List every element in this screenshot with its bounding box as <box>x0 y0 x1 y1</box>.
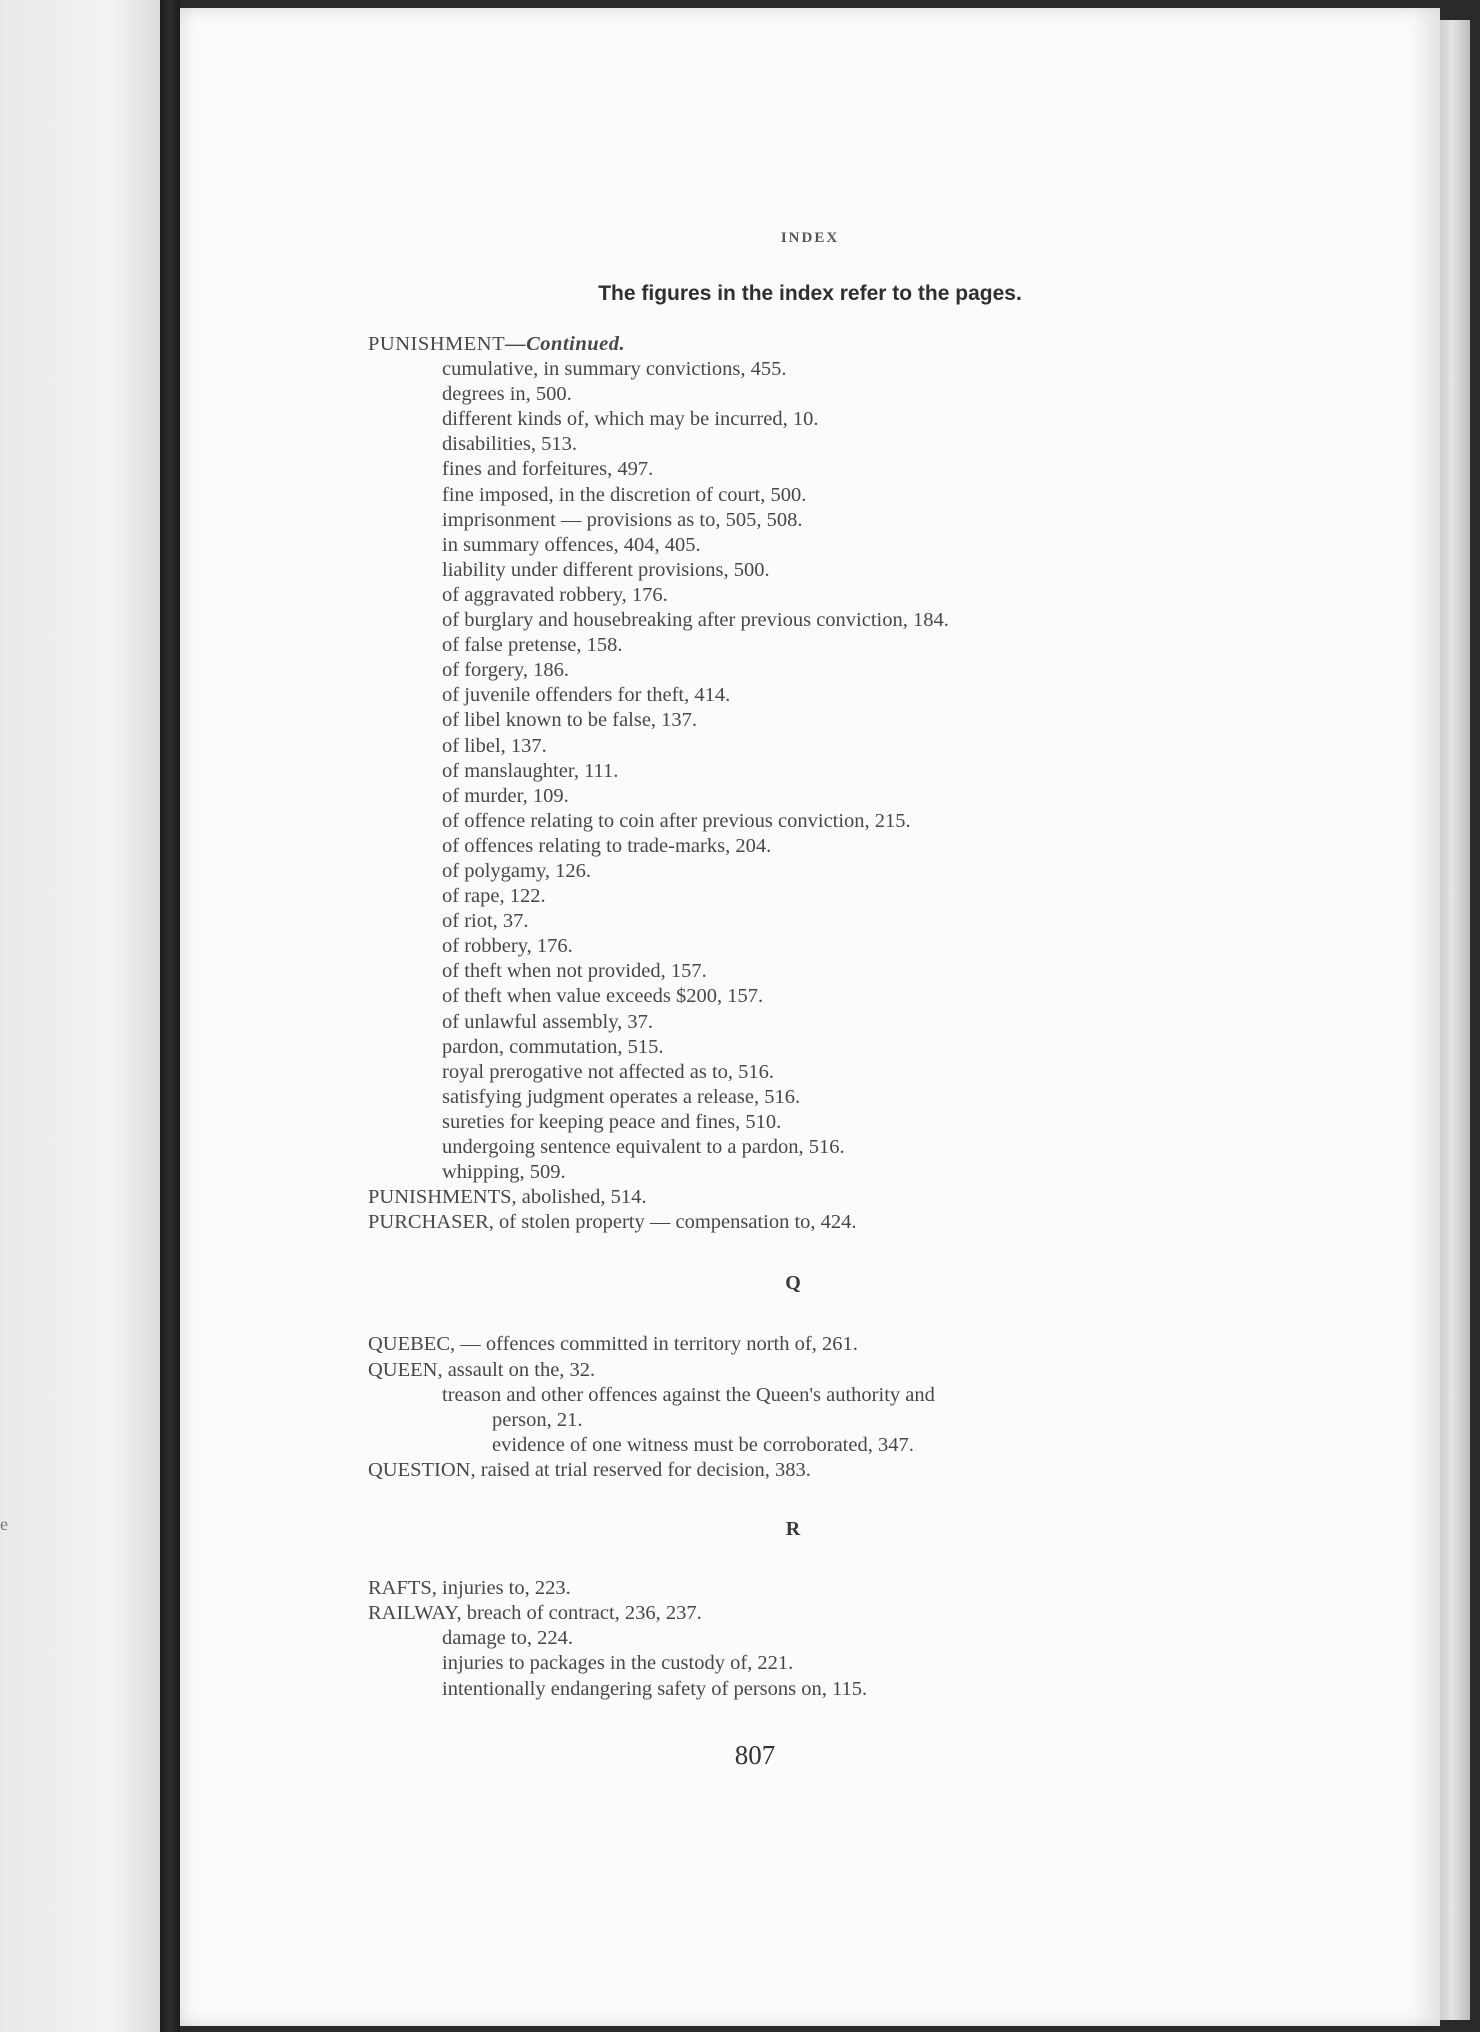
index-entry: of offences relating to trade-marks, 204. <box>442 834 772 857</box>
index-entry: different kinds of, which may be incurred, 10. <box>442 408 819 431</box>
index-entry: royal prerogative not affected as to, 516. <box>442 1060 775 1083</box>
page-number: 807 <box>734 1740 776 1770</box>
index-entry: of polygamy, 126. <box>442 859 591 882</box>
index-entry: of murder, 109. <box>442 784 569 807</box>
index-entry: undergoing sentence equivalent to a pardon, 516. <box>442 1136 845 1158</box>
index-entry: of offence relating to coin after previous conviction, 215. <box>442 809 911 832</box>
index-entry: of aggravated robbery, 176. <box>442 583 668 606</box>
index-entry: disabilities, 513. <box>442 433 577 456</box>
index-heading-queen: QUEEN, assault on the, 32. <box>368 1358 596 1381</box>
index-entry: of burglary and housebreaking after previous conviction, 184. <box>442 609 949 632</box>
index-entry-continuation: person, 21. <box>492 1408 583 1431</box>
index-subentry: evidence of one witness must be corroborated, 347. <box>492 1433 914 1456</box>
index-heading-rafts: RAFTS, injuries to, 223. <box>368 1577 571 1600</box>
index-entry: treason and other offences against the Queen's authority and <box>442 1383 935 1406</box>
index-entry: of rape, 122. <box>442 885 546 908</box>
page-number-wrap <box>180 1740 1440 1771</box>
section-gap <box>368 1296 1308 1332</box>
book-spine <box>160 0 180 2032</box>
index-heading-quebec: QUEBEC, — offences committed in territory north of, 261. <box>368 1333 858 1356</box>
section-gap <box>368 1542 1308 1576</box>
index-entry: of riot, 37. <box>442 910 529 933</box>
index-entry: degrees in, 500. <box>442 383 572 406</box>
index-entry: of robbery, 176. <box>442 935 573 958</box>
index-entry: imprisonment — provisions as to, 505, 508. <box>442 508 803 531</box>
index-entry: of manslaughter, 111. <box>442 759 619 782</box>
index-heading-punishment <box>368 332 1308 357</box>
section-letter-q: Q <box>785 1272 801 1295</box>
section-letter-r: R <box>785 1518 801 1541</box>
index-entry: pardon, commutation, 515. <box>442 1035 664 1058</box>
index-heading-purchaser: PURCHASER, of stolen property — compensation to, 424. <box>368 1211 857 1234</box>
index-entry: of theft when value exceeds $200, 157. <box>442 985 764 1008</box>
index-entry: sureties for keeping peace and fines, 510. <box>442 1110 782 1133</box>
index-entry: damage to, 224. <box>442 1627 573 1650</box>
section-gap <box>368 1483 1308 1517</box>
index-entry: in summary offences, 404, 405. <box>442 533 701 556</box>
page-edge <box>1440 20 1470 2020</box>
index-note: The figures in the index refer to the pages. <box>598 282 1022 305</box>
facing-page-mark: e <box>0 1514 8 1534</box>
index-entry: of theft when not provided, 157. <box>442 960 707 983</box>
index-entry: intentionally endangering safety of persons on, 115. <box>442 1677 868 1700</box>
index-heading-railway: RAILWAY, breach of contract, 236, 237. <box>368 1602 702 1625</box>
index-entry: of libel, 137. <box>442 734 547 757</box>
running-head: INDEX <box>780 230 840 246</box>
index-entry: fines and forfeitures, 497. <box>442 458 654 481</box>
index-entry: liability under different provisions, 500. <box>442 558 770 581</box>
heading-word: PUNISHMENT <box>368 333 506 355</box>
index-heading-punishments: PUNISHMENTS, abolished, 514. <box>368 1186 647 1209</box>
index-entry: injuries to packages in the custody of, 221. <box>442 1652 794 1675</box>
index-entry: of libel known to be false, 137. <box>442 709 698 732</box>
section-gap <box>368 1235 1308 1271</box>
index-entry: of forgery, 186. <box>442 659 569 682</box>
index-entry: whipping, 509. <box>442 1161 566 1184</box>
index-entry: satisfying judgment operates a release, 516. <box>442 1085 801 1108</box>
index-entry: of false pretense, 158. <box>442 634 623 657</box>
index-entry: fine imposed, in the discretion of court, 500. <box>442 483 807 506</box>
index-heading-question: QUESTION, raised at trial reserved for decision, 383. <box>368 1458 811 1481</box>
continued-label: —Continued. <box>505 333 626 355</box>
index-entry: of unlawful assembly, 37. <box>442 1010 654 1033</box>
index-body <box>368 332 1308 1702</box>
index-entry: of juvenile offenders for theft, 414. <box>442 684 731 707</box>
facing-page <box>0 0 160 2032</box>
index-entry: cumulative, in summary convictions, 455. <box>442 358 787 381</box>
